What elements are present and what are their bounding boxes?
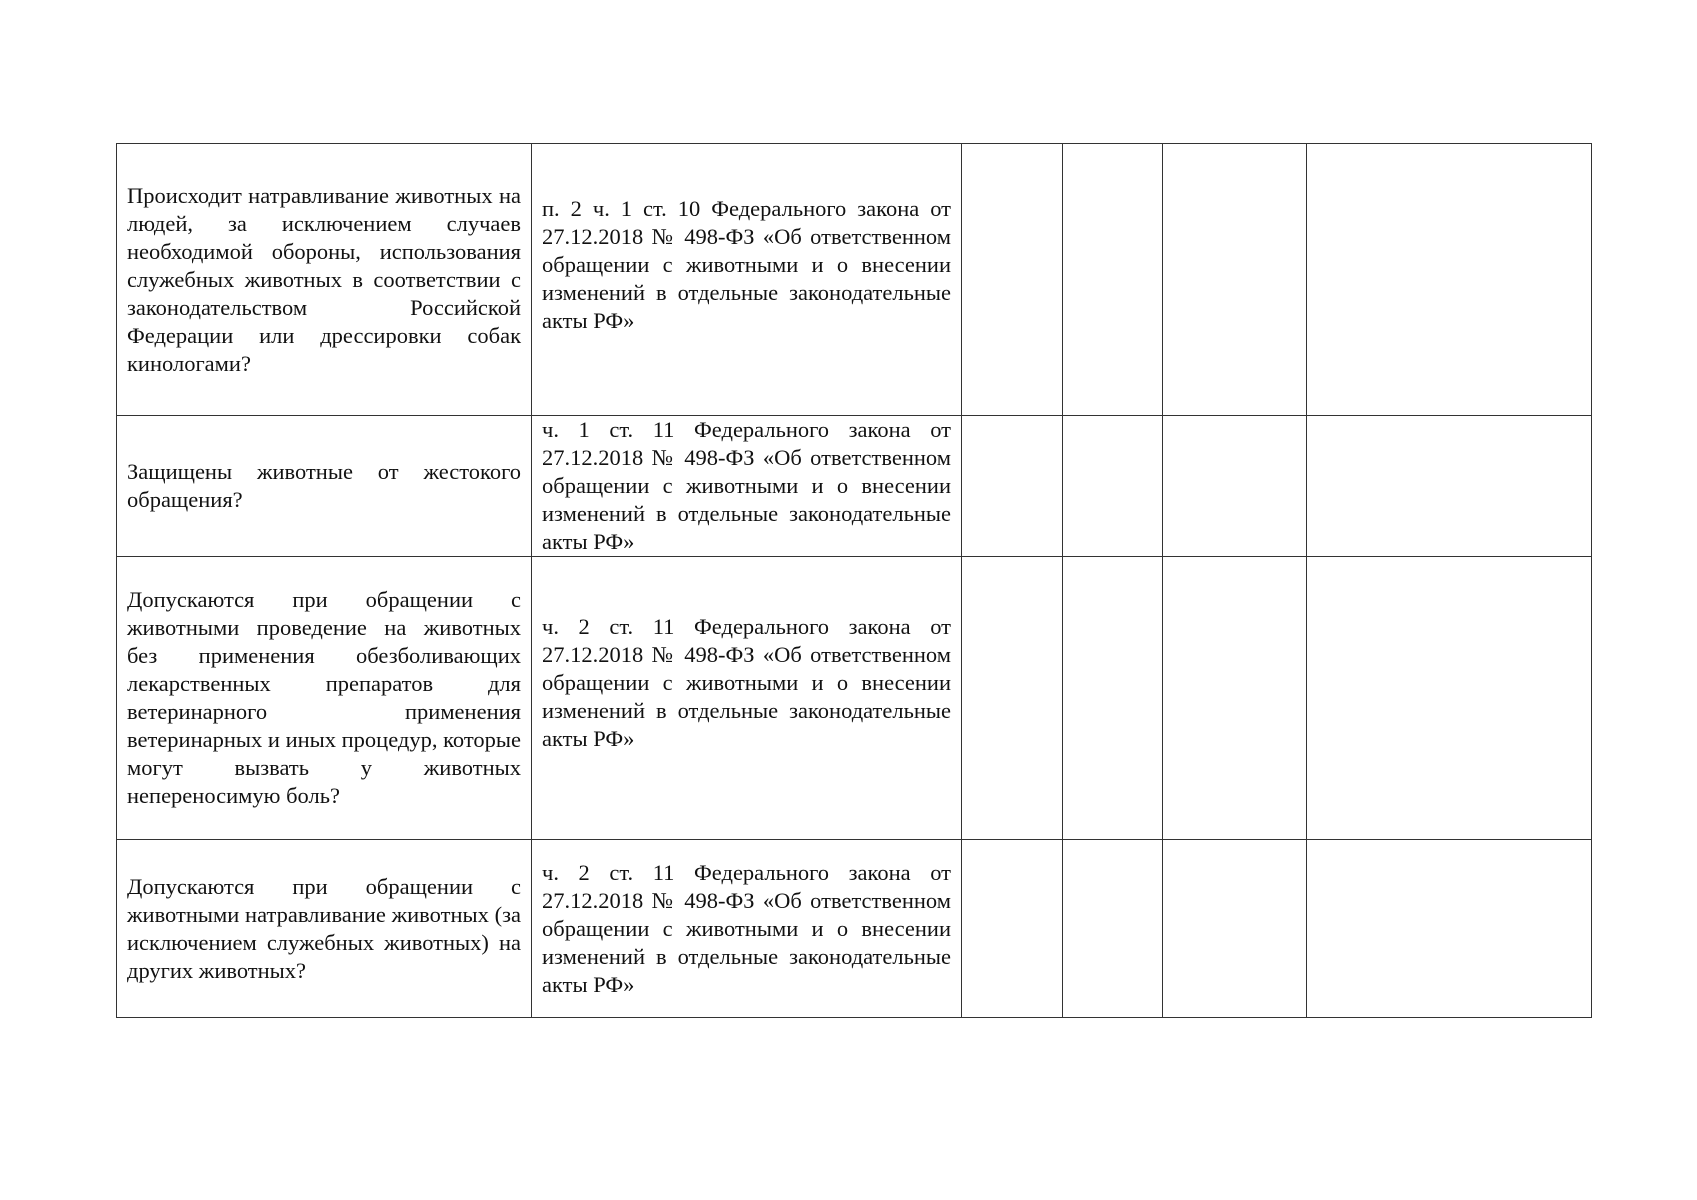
answer-na-cell[interactable]: [1163, 840, 1307, 1018]
answer-no-cell[interactable]: [1063, 416, 1163, 557]
question-cell: [117, 416, 532, 557]
question-text: Происходит натравливание животных на людей, за исключением случаев необходимой обороны, использования служебных животных в соответствии с законодательством Российской Федерации или дрессировки собак кинологами?: [127, 182, 521, 376]
reference-text: п. 2 ч. 1 ст. 10 Федерального закона от 27.12.2018 № 498-ФЗ «Об ответственном обращении с животными и о внесении изменений в отдельные законодательные акты РФ»: [542, 195, 951, 333]
note-cell[interactable]: [1307, 557, 1592, 840]
question-cell: [117, 144, 532, 416]
checklist-table: [116, 143, 1592, 1018]
question-cell: [117, 557, 532, 840]
answer-yes-cell[interactable]: [962, 557, 1063, 840]
reference-text: ч. 2 ст. 11 Федерального закона от 27.12.2018 № 498-ФЗ «Об ответственном обращении с животными и о внесении изменений в отдельные законодательные акты РФ»: [542, 614, 951, 751]
note-cell[interactable]: [1307, 416, 1592, 557]
reference-text: ч. 2 ст. 11 Федерального закона от 27.12.2018 № 498-ФЗ «Об ответственном обращении с животными и о внесении изменений в отдельные законодательные акты РФ»: [542, 859, 951, 997]
answer-no-cell[interactable]: [1063, 557, 1163, 840]
table-row: [117, 416, 1592, 557]
answer-na-cell[interactable]: [1163, 144, 1307, 416]
reference-cell: [532, 416, 962, 557]
question-text: Допускаются при обращении с животными проведение на животных без применения обезболивающих лекарственных препаратов для ветеринарного применения ветеринарных и иных процедур, которые могут вызвать у животных непереносимую боль?: [127, 587, 521, 808]
question-text: Допускаются при обращении с животными натравливание животных (за исключением служебных животных) на других животных?: [127, 873, 521, 983]
table-row: [117, 144, 1592, 416]
table-row: [117, 557, 1592, 840]
answer-na-cell[interactable]: [1163, 557, 1307, 840]
question-text: Защищены животные от жестокого обращения?: [127, 459, 521, 512]
reference-cell: [532, 557, 962, 840]
question-cell: [117, 840, 532, 1018]
answer-yes-cell[interactable]: [962, 144, 1063, 416]
answer-no-cell[interactable]: [1063, 840, 1163, 1018]
reference-text: ч. 1 ст. 11 Федерального закона от 27.12.2018 № 498-ФЗ «Об ответственном обращении с животными и о внесении изменений в отдельные законодательные акты РФ»: [542, 417, 951, 554]
answer-no-cell[interactable]: [1063, 144, 1163, 416]
table-row: [117, 840, 1592, 1018]
reference-cell: [532, 840, 962, 1018]
reference-cell: [532, 144, 962, 416]
answer-na-cell[interactable]: [1163, 416, 1307, 557]
answer-yes-cell[interactable]: [962, 840, 1063, 1018]
answer-yes-cell[interactable]: [962, 416, 1063, 557]
note-cell[interactable]: [1307, 840, 1592, 1018]
note-cell[interactable]: [1307, 144, 1592, 416]
